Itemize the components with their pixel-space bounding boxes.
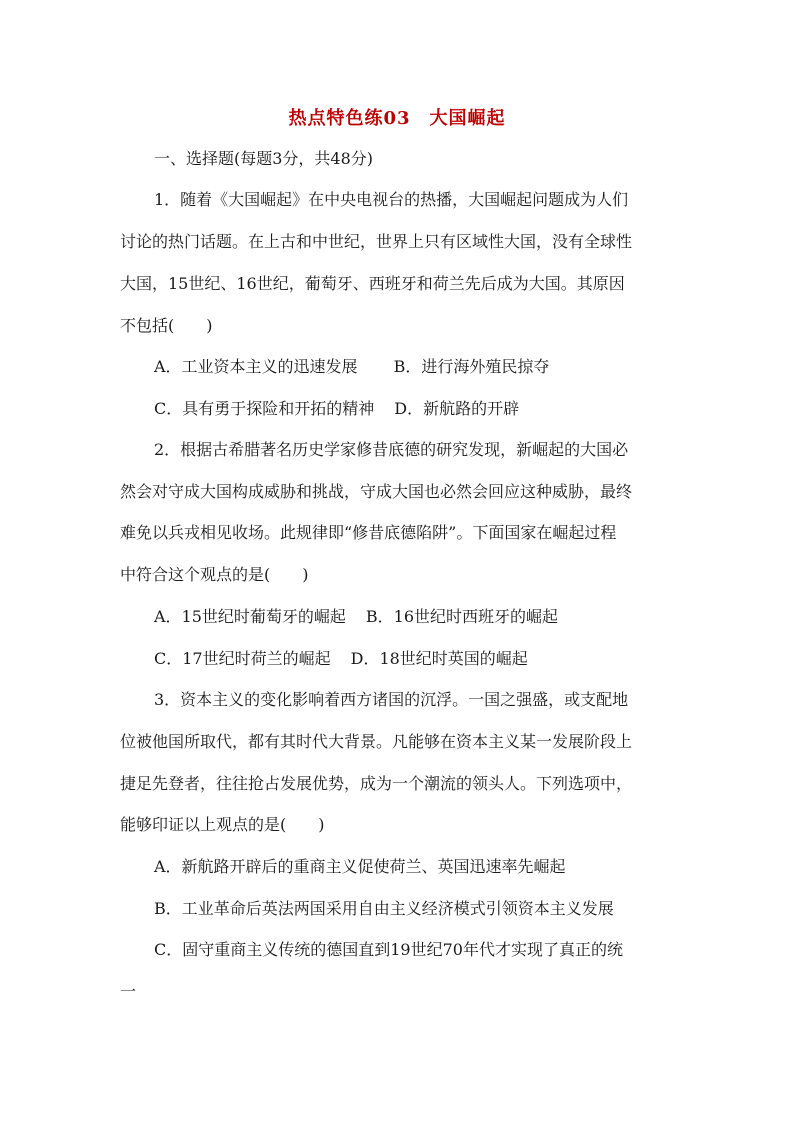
- question-1-option-a: A．工业资本主义的迅速发展: [154, 357, 358, 376]
- question-3-line-4: 能够印证以上观点的是( ): [120, 815, 325, 834]
- question-3-option-c: C．固守重商主义传统的德国直到19世纪70年代才实现了真正的统: [154, 940, 623, 959]
- section-heading: 一、选择题(每题3分，共48分): [154, 149, 374, 168]
- question-2-options-row-1: [154, 606, 558, 628]
- question-2-option-d: D．18世纪时英国的崛起: [350, 649, 528, 668]
- question-2-option-b: B．16世纪时西班牙的崛起: [365, 607, 559, 626]
- question-3-line-3: 捷足先登者，往往抢占发展优势，成为一个潮流的领头人。下列选项中，: [120, 774, 633, 793]
- question-3-option-b: B．工业革命后英法两国采用自由主义经济模式引领资本主义发展: [154, 899, 614, 918]
- question-1-line-4: 不包括( ): [120, 316, 213, 335]
- question-1-options-row-1: [154, 356, 549, 378]
- question-2-line-3: 难免以兵戎相见收场。此规律即“修昔底德陷阱”。下面国家在崛起过程: [120, 523, 617, 542]
- question-2-options-row-2: [154, 648, 528, 670]
- question-1-options-row-2: [154, 398, 519, 420]
- question-3-line-2: 位被他国所取代，都有其时代大背景。凡能够在资本主义某一发展阶段上: [120, 732, 633, 751]
- question-1-line-1: 1．随着《大国崛起》在中央电视台的热播，大国崛起问题成为人们: [154, 190, 629, 209]
- question-3-option-c-continued: 一: [120, 982, 137, 1001]
- question-1-option-b: B．进行海外殖民掠夺: [393, 357, 550, 376]
- question-2-line-1: 2．根据古希腊著名历史学家修昔底德的研究发现，新崛起的大国必: [154, 440, 629, 459]
- question-1-option-c: C．具有勇于探险和开拓的精神: [154, 399, 375, 418]
- question-3-line-1: 3．资本主义的变化影响着西方诸国的沉浮。一国之强盛，或支配地: [154, 690, 629, 709]
- question-2-line-4: 中符合这个观点的是( ): [120, 565, 309, 584]
- question-1-option-d: D．新航路的开辟: [394, 399, 520, 418]
- question-1-line-3: 大国，15世纪、16世纪，葡萄牙、西班牙和荷兰先后成为大国。其原因: [120, 274, 625, 293]
- question-3-option-a: A．新航路开辟后的重商主义促使荷兰、英国迅速率先崛起: [154, 857, 566, 876]
- question-1-line-2: 讨论的热门话题。在上古和中世纪，世界上只有区域性大国，没有全球性: [120, 232, 633, 251]
- question-2-option-a: A．15世纪时葡萄牙的崛起: [154, 607, 346, 626]
- page-title: 热点特色练03 大国崛起: [288, 108, 506, 129]
- question-2-line-2: 然会对守成大国构成威胁和挑战，守成大国也必然会回应这种威胁，最终: [120, 482, 633, 501]
- question-2-option-c: C．17世纪时荷兰的崛起: [154, 649, 331, 668]
